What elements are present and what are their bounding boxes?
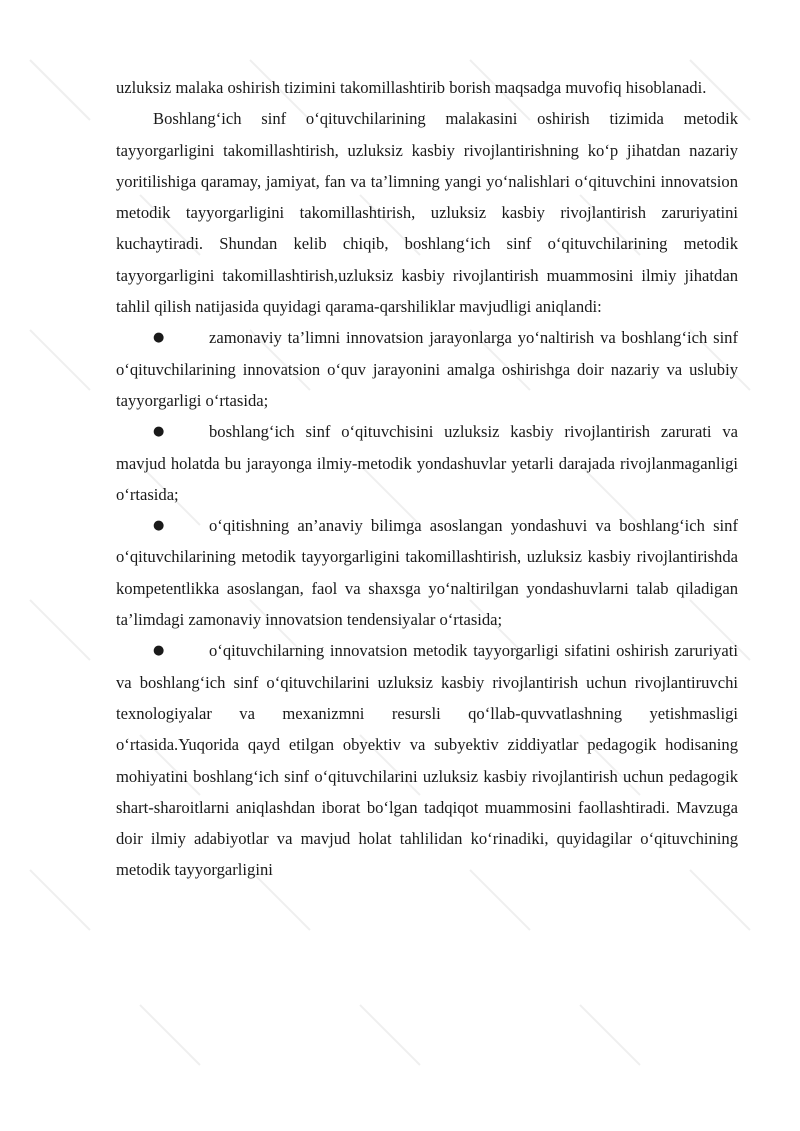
bullet-item (116, 322, 738, 416)
bullet-text: zamonaviy ta’limni innovatsion jarayonlarga yo‘naltirish va boshlang‘ich sinf o‘qituvchilarining innovatsion o‘quv jarayonini amalga oshirishga doir nazariy va uslubiy tayyorgarligi o‘rtasida; (116, 328, 738, 410)
bullet-text: o‘qituvchilarning innovatsion metodik tayyorgarligi sifatini oshirish zaruriyati va boshlang‘ich sinf o‘qituvchilarini uzluksiz kasbiy rivojlantirish uchun rivojlantiruvchi texnologiyalar va mexanizmni resursli qo‘llab-quvvatlashning yetishmasligi o‘rtasida.Yuqorida qayd etilgan obyektiv va subyektiv ziddiyatlar pedagogik hodisaning mohiyatini boshlang‘ich sinf o‘qituvchilarini uzluksiz kasbiy rivojlantirish uchun pedagogik shart-sharoitlarni aniqlashdan iborat bo‘lgan tadqiqot muammosini faollashtiradi. Mavzuga doir ilmiy adabiyotlar va mavjud holat tahlilidan ko‘rinadiki, quyidagilar o‘qituvchining metodik tayyorgarligini (116, 641, 738, 880)
paragraph-continuation: uzluksiz malaka oshirish tizimini takomillashtirib borish maqsadga muvofiq hisoblanadi. (116, 78, 707, 97)
bullet-item (116, 510, 738, 635)
bullet-text: boshlang‘ich sinf o‘qituvchisini uzluksiz kasbiy rivojlantirish zarurati va mavjud holatda bu jarayonga ilmiy-metodik yondashuvlar yetarli darajada rivojlanmaganligi o‘rtasida; (116, 422, 738, 504)
bullet-item (116, 635, 738, 885)
bullet-text: o‘qitishning an’anaviy bilimga asoslangan yondashuvi va boshlang‘ich sinf o‘qituvchilarining metodik tayyorgarligini takomillashtirish, uzluksiz kasbiy rivojlantirishda kompetentlikka asoslangan, faol va shaxsga yo‘naltirilgan yondashuvlarni talab qiladigan ta’limdagi zamonaviy innovatsion tendensiyalar o‘rtasida; (116, 516, 738, 630)
bullet-item (116, 416, 738, 510)
document-body (116, 72, 738, 886)
bullet-icon: ● (153, 424, 165, 440)
bullet-icon: ● (153, 518, 165, 534)
bullet-icon: ● (153, 643, 165, 659)
bullet-icon: ● (153, 330, 165, 346)
paragraph-main: Boshlang‘ich sinf o‘qituvchilarining malakasini oshirish tizimida metodik tayyorgarligini takomillashtirish, uzluksiz kasbiy rivojlantirishning ko‘p jihatdan nazariy yoritilishiga qaramay, jamiyat, fan va ta’limning yangi yo‘nalishlari o‘qituvchini innovatsion metodik tayyorgarligini takomillashtirish, uzluksiz kasbiy rivojlantirish zaruriyatini kuchaytiradi. Shundan kelib chiqib, boshlang‘ich sinf o‘qituvchilarining metodik tayyorgarligini takomillashtirish,uzluksiz kasbiy rivojlantirish muammosini ilmiy jihatdan tahlil qilish natijasida quyidagi qarama-qarshiliklar mavjudligi aniqlandi: (116, 109, 738, 317)
